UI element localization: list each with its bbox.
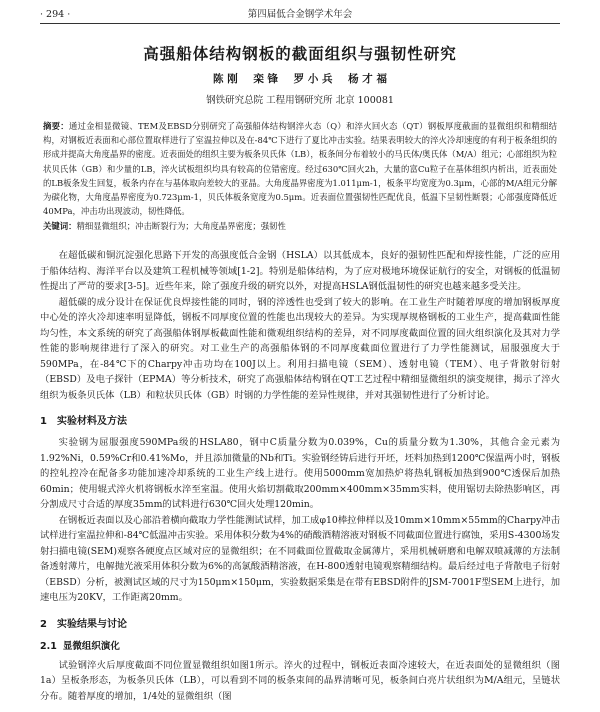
section-heading <box>40 615 560 630</box>
keywords-label: 关键词： <box>43 221 77 232</box>
paper-title: 高强船体结构钢板的截面组织与强韧性研究 <box>143 45 457 63</box>
conference-name: 第四届低合金钢学术年会 <box>247 9 353 20</box>
abstract <box>43 119 557 218</box>
author-name: 杨 才 福 <box>348 73 387 85</box>
section-number: 2 <box>40 618 47 630</box>
body-text <box>40 248 560 704</box>
section-title: 实验材料及方法 <box>56 416 127 428</box>
affiliation: 钢铁研究总院 工程用钢研究所 北京 100081 <box>206 95 394 106</box>
section-heading <box>40 412 560 427</box>
keywords-text: 精细显微组织；冲击断裂行为；大角度晶界密度；强韧性 <box>76 221 286 232</box>
author-name: 罗 小 兵 <box>293 73 333 85</box>
abstract-text: 通过金相显微镜、TEM及EBSD分别研究了高强船体结构钢淬火态（Q）和淬火回火态（QT）钢板厚度截面的显微组织和精细结构，对钢板近表面和心部位置取样进行了室温拉伸以及在-84℃下进行了夏比冲击实验。结果表明较大的淬火冷却速度的有利于板条组织的形成并提高大角度晶界的密度。近表面处的组织主要为板条贝氏体（LB），板条间分布着较小的马氏体/奥氏体（M/A）组元；心部组织为粒状贝氏体（GB）和少量的LB，淬火试板组织均具有较高的位错密度。经过630℃回火2h，大量的富Cu粒子在基体组织内析出，近表面处的LB板条发生回复，板条内存在与基体取向差较大的亚晶。大角度晶界密度为1.011μm-1，板条平均宽度为0.3μm，心部的M/A组元分解为碳化物，大角度晶界密度为0.723μm-1，贝氏体板条宽度为0.5μm。近表面位置强韧性匹配优良，低温下呈韧性断裂；心部强度降低近40MPa，冲击功出现波动，韧性降低。 <box>43 121 558 217</box>
subsection-heading <box>40 638 560 652</box>
keywords <box>43 219 557 233</box>
abstract-label: 摘要： <box>43 121 69 131</box>
section-number: 1 <box>40 416 47 428</box>
intro-paragraph: 在超低碳和铜沉淀强化思路下开发的高强度低合金钢（HSLA）以其低成本，良好的强韧性匹配和焊接性能，广泛的应用于船体结构、海洋平台以及建筑工程机械等领域[1-2]。特别是船体结构，为了应对极地环境保证航行的安全，对钢板的低温韧性提出了严苛的要求[3-5]。近些年来，除了强度升级的研究以外，对提高HSLA钢低温韧性的研究也越来越多受关注。 <box>40 250 560 293</box>
running-header <box>40 6 560 24</box>
author-name: 陈 刚 <box>213 73 238 85</box>
page-number: · 294 · <box>40 9 71 20</box>
intro-paragraph: 超低碳的成分设计在保证优良焊接性能的同时，钢的淬透性也受到了较大的影响。在工业生产时随着厚度的增加钢板厚度中心处的淬火冷却速率明显降低，钢板不同厚度位置的性能也出现较大的差异。为实现厚规格钢板的工业生产，提高截面性能均匀性，本文系统的研究了高强船体钢厚板截面性能和微观组织结构的差异，对不同厚度截面位置的回火组织演化及其对力学性能的影响规律进行了深入的研究。对工业生产的高强船体钢的不同厚度截面位置进行了力学性能测试，屈服强度大于590MPa，在-84℃下的Charpy冲击功均在100J以上。利用扫描电镜（SEM）、透射电镜（TEM）、电子背散射衍射（EBSD）及电子探针（EPMA）等分析技术，研究了高强船体结构钢在QT工艺过程中精细显微组织的演变规律，揭示了淬火组织为板条贝氏体（LB）和粒状贝氏体（GB）时钢的力学性能的差异性规律，并对其强韧性进行了分析讨论。 <box>40 296 560 401</box>
subsection-title: 显微组织演化 <box>62 640 120 652</box>
section-paragraph: 试验钢淬火后厚度截面不同位置显微组织如图1所示。淬火的过程中，钢板近表面冷速较大，在近表面处的显微组织（图1a）呈板条形态，为板条贝氏体（LB），可以看到不同的板条束间的晶界清晰可见，板条间白亮片状组织为M/A组元，呈链状分布。随着厚度的增加，1/4处的显微组织（图 <box>40 659 560 702</box>
author-list <box>40 71 560 86</box>
section-paragraph: 在钢板近表面以及心部沿着横向截取力学性能测试试样，加工成φ10棒拉伸样以及10mm×10mm×55mm的Charpy冲击试样进行室温拉伸和-84℃低温冲击实验。采用体积分数为4%的硝酸酒精溶液对钢板不同截面位置进行腐蚀，采用S-4300场发射扫描电镜(SEM)观察各硬度点区域对应的显微组织；在不同截面位置截取金属薄片，采用机械研磨和电解双喷减薄的方法制备透射薄片，电解抛光液采用体积分数为6%的高氯酸酒精溶液，在H-800透射电镜观察精细结构。最后经过电子背散电子衍射（EBSD）分析，被测试区域的尺寸为150μm×150μm，实验数据采集是在带有EBSD附件的JSM-7001F型SEM上进行，加速电压为20KV，工作距离20mm。 <box>40 514 560 604</box>
subsection-number: 2.1 <box>40 640 57 652</box>
section-paragraph: 实验钢为屈服强度590MPa级的HSLA80，钢中C质量分数为0.039%，Cu的质量分数为1.30%，其他合金元素为1.92%Ni，0.59%Cr和0.41%Mo，并且添加微量的Nb和Ti。实验钢经铸后进行开坯，坯料加热到1200℃保温两小时，钢板的控轧控冷在配备多功能加速冷却系统的工业生产线上进行。使用5000mm宽加热炉将热轧钢板加热到900℃透保后加热60min；使用辊式淬火机将钢板水淬至室温。使用火焰切割截取200mm×400mm×35mm实料，使用锯切去除热影响区，再分割成尺寸合适的厚度35mm的试料进行630℃回火处理120min。 <box>40 437 560 511</box>
section-title: 实验结果与讨论 <box>56 618 127 630</box>
author-name: 栾 锋 <box>253 73 279 85</box>
